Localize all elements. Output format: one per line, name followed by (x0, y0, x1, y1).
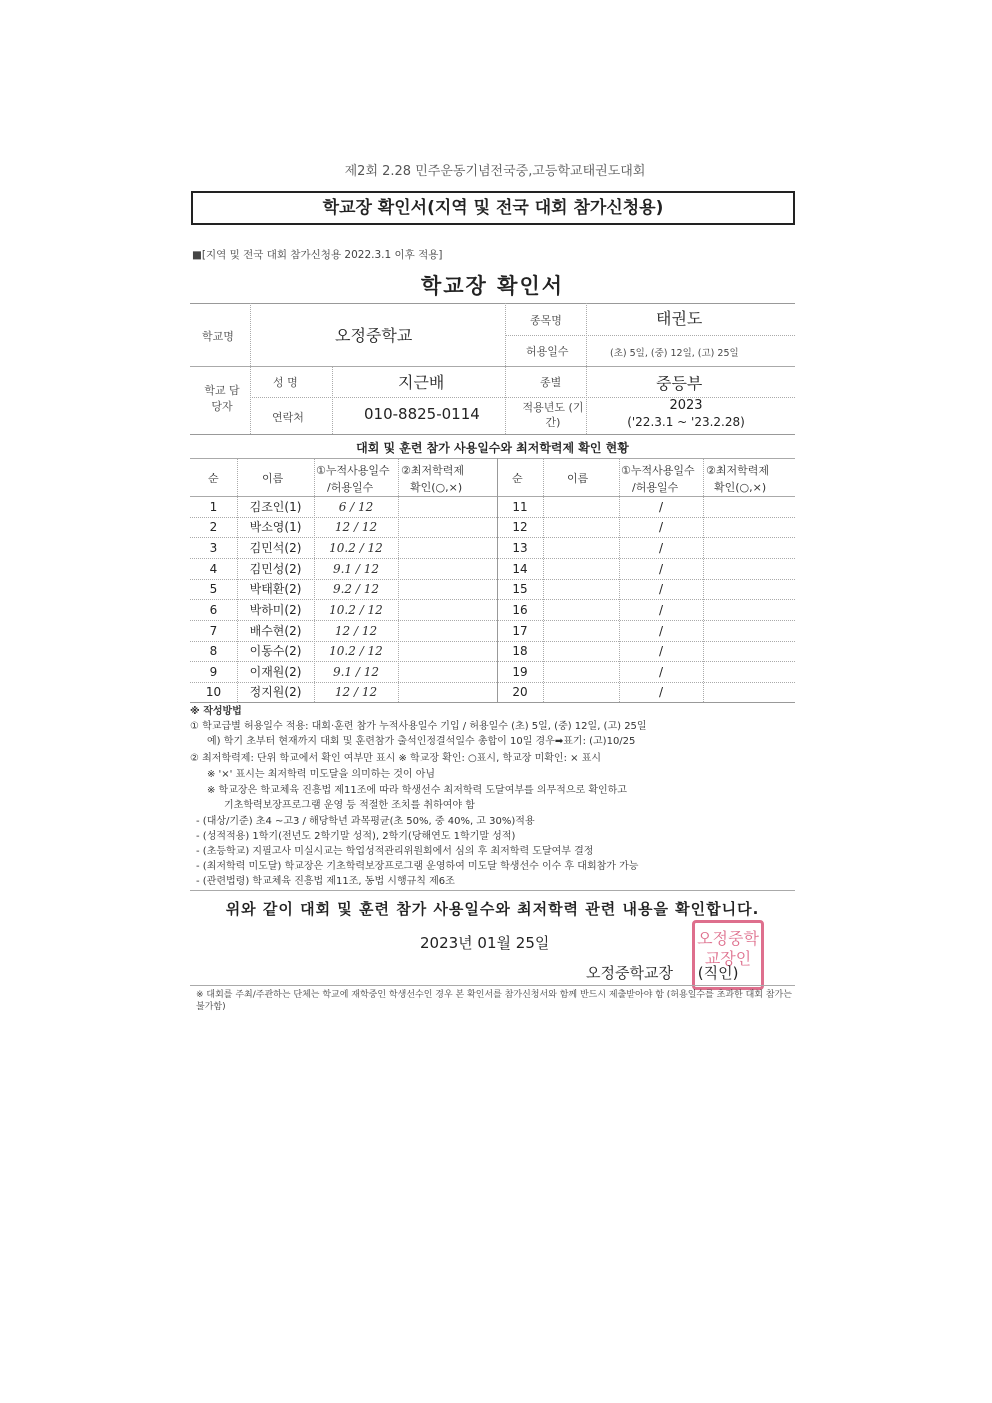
row-days: 9.1 / 12 (332, 562, 380, 576)
row-name: 정지원(2) (249, 685, 302, 699)
header-no-2: 순 (512, 472, 523, 485)
row-days: 9.2 / 12 (332, 582, 380, 596)
row-days-2: / (658, 520, 664, 534)
method-line: 기초학력보장프로그램 운영 등 적절한 조치를 취하여야 함 (224, 800, 475, 811)
row-days: 10.2 / 12 (329, 541, 383, 555)
signature-bottom-rule (190, 985, 795, 986)
header-min: ②최저학력제 (401, 464, 464, 477)
info-divider (505, 303, 506, 434)
row-name: 이재원(2) (249, 665, 302, 679)
row-days: 6 / 12 (338, 500, 374, 514)
method-line: 예) 학기 초부터 현재까지 대회 및 훈련참가 출석인정결석일수 총합이 10일 경우➡표기: (고)10/25 (207, 736, 636, 747)
row-no-2: 12 (512, 520, 528, 534)
row-no: 10 (205, 685, 222, 699)
row-days: 12 / 12 (334, 685, 378, 699)
sign-date: 2023년 01월 25일 (420, 934, 550, 952)
row-rule (190, 620, 795, 621)
contact-person-label: 학교 담당자 (204, 384, 240, 413)
applicability-notice: ■[지역 및 전국 대회 참가신청용 2022.3.1 이후 적용] (192, 249, 443, 261)
official-seal: 오정중학교장인 (692, 920, 764, 990)
row-days: 10.2 / 12 (329, 603, 383, 617)
row-days-2: / (658, 603, 664, 617)
row-no: 3 (209, 541, 218, 555)
method-line: - (관련법령) 학교체육 진흥법 제11조, 동법 시행규칙 제6조 (196, 876, 455, 887)
row-days-2: / (658, 665, 664, 679)
main-title: 학교장 확인서 (420, 274, 565, 298)
row-no: 9 (209, 665, 218, 679)
section-title: 대회 및 훈련 참가 사용일수와 최저학력제 확인 현황 (356, 441, 629, 455)
allowed-days-label: 허용일수 (526, 345, 569, 358)
method-line: ① 학교급별 허용일수 적용: 대회·훈련 참가 누적사용일수 기입 / 허용일수 (초) 5일, (중) 12일, (고) 25일 (190, 721, 647, 732)
method-line: ② 최저학력제: 단위 학교에서 확인 여부만 표시 ※ 학교장 확인: ○표시, 학교장 미확인: × 표시 (190, 753, 602, 764)
row-name: 김민석(2) (249, 541, 302, 555)
row-name: 배수현(2) (249, 624, 302, 638)
header-min-sub: 확인(○,×) (410, 481, 463, 494)
header-days-sub: /허용일수 (327, 481, 374, 494)
row-no: 4 (209, 562, 218, 576)
row-name: 박소영(1) (249, 520, 302, 534)
row-name: 박하미(2) (249, 603, 302, 617)
school-value: 오정중학교 (335, 326, 413, 345)
header-name-2: 이름 (567, 472, 589, 485)
row-name: 박태환(2) (249, 582, 302, 596)
row-no-2: 17 (512, 624, 528, 638)
event-label: 종목명 (530, 314, 562, 327)
header-days-sub-2: /허용일수 (632, 481, 679, 494)
row-rule (190, 558, 795, 559)
row-no-2: 11 (512, 500, 528, 514)
method-line: ※ 학교장은 학교체육 진흥법 제11조에 따라 학생선수 최저학력 도달여부를 의무적으로 확인하고 (207, 785, 627, 796)
method-line: - (성적적용) 1학기(전년도 2학기말 성적), 2학기(당해연도 1학기말 성적) (196, 831, 516, 842)
row-name: 김조인(1) (249, 500, 302, 514)
row-days: 9.1 / 12 (332, 665, 380, 679)
row-no: 6 (209, 603, 218, 617)
header-days: ①누적사용일수 (316, 464, 390, 477)
seal-mark: (직인) (697, 964, 739, 982)
info-divider (250, 303, 251, 434)
row-no-2: 20 (512, 685, 528, 699)
year-value: 2023 (669, 398, 703, 413)
row-name: 이동수(2) (249, 644, 302, 658)
phone-value: 010-8825-0114 (364, 405, 480, 423)
footnote: ※ 대회를 주최/주관하는 단체는 학교에 재학중인 학생선수인 경우 본 확인서를 참가신청서와 함께 반드시 제출받아야 함 (허용일수를 초과한 대회 참가는 불가함) (196, 990, 792, 1012)
row-days-2: / (658, 582, 664, 596)
row-days-2: / (658, 644, 664, 658)
row-rule (190, 599, 795, 600)
confirmation-statement: 위와 같이 대회 및 훈련 참가 사용일수와 최저학력 관련 내용을 확인합니다. (225, 900, 760, 918)
info-rule (505, 335, 795, 336)
row-no-2: 16 (512, 603, 528, 617)
row-no-2: 19 (512, 665, 528, 679)
category-value: 중등부 (656, 374, 703, 393)
info-top-rule (190, 303, 795, 304)
row-no: 5 (209, 582, 218, 596)
row-days-2: / (658, 685, 664, 699)
category-label: 종별 (540, 376, 562, 389)
row-days: 10.2 / 12 (329, 644, 383, 658)
row-name: 김민성(2) (249, 562, 302, 576)
period-value: ('22.3.1 ~ '23.2.28) (627, 415, 745, 429)
row-no-2: 13 (512, 541, 528, 555)
header-min-sub-2: 확인(○,×) (714, 481, 767, 494)
method-line: - (초등학교) 지필고사 미실시교는 학업성적관리위원회에서 심의 후 최저학력 도달여부 결정 (196, 846, 594, 857)
row-rule (190, 537, 795, 538)
row-rule (190, 661, 795, 662)
table-top-rule (190, 458, 795, 459)
column-divider (398, 458, 399, 702)
info-rule (190, 366, 795, 367)
document-header: 제2회 2.28 민주운동기념전국중,고등학교태권도대회 (344, 164, 646, 179)
form-title: 학교장 확인서(지역 및 전국 대회 참가신청용) (191, 191, 795, 225)
method-line: - (대상/기준) 초4 ~고3 / 해당학년 과목평균(초 50%, 중 40%, 고 30%)적용 (196, 816, 535, 827)
info-bottom-rule (190, 434, 795, 435)
row-no-2: 14 (512, 562, 528, 576)
row-no: 7 (209, 624, 218, 638)
phone-label: 연락처 (272, 411, 304, 424)
table-header-rule (190, 496, 795, 497)
info-divider (332, 366, 333, 434)
method-line: ※ '×' 표시는 최저학력 미도달을 의미하는 것이 아님 (207, 769, 436, 780)
column-divider (703, 458, 704, 702)
row-no-2: 18 (512, 644, 528, 658)
method-title: ※ 작성방법 (190, 706, 242, 717)
header-no: 순 (208, 472, 219, 485)
column-divider (543, 458, 544, 702)
method-bottom-rule (190, 890, 795, 891)
row-days-2: / (658, 500, 664, 514)
row-days: 12 / 12 (334, 624, 378, 638)
method-line: - (최저학력 미도달) 학교장은 기초학력보장프로그램 운영하여 미도달 학생선수 이수 후 대회참가 가능 (196, 861, 639, 872)
row-days-2: / (658, 562, 664, 576)
principal-name (586, 962, 738, 983)
row-no: 1 (209, 500, 218, 514)
school-label: 학교명 (202, 330, 234, 343)
table-bottom-rule (190, 702, 795, 703)
row-no: 2 (209, 520, 218, 534)
allowed-days-value: (초) 5일, (중) 12일, (고) 25일 (610, 348, 739, 359)
event-value: 태권도 (656, 309, 703, 328)
row-no-2: 15 (512, 582, 528, 596)
year-label: 적용년도 (기간) (522, 401, 584, 429)
header-name: 이름 (262, 472, 284, 485)
header-days-2: ①누적사용일수 (621, 464, 695, 477)
row-days: 12 / 12 (334, 520, 378, 534)
principal-title: 오정중학교장 (586, 964, 673, 982)
name-value: 지근배 (398, 373, 445, 392)
header-min-2: ②최저학력제 (706, 464, 769, 477)
row-no: 8 (209, 644, 218, 658)
name-label: 성 명 (273, 376, 298, 389)
row-days-2: / (658, 541, 664, 555)
row-days-2: / (658, 624, 664, 638)
